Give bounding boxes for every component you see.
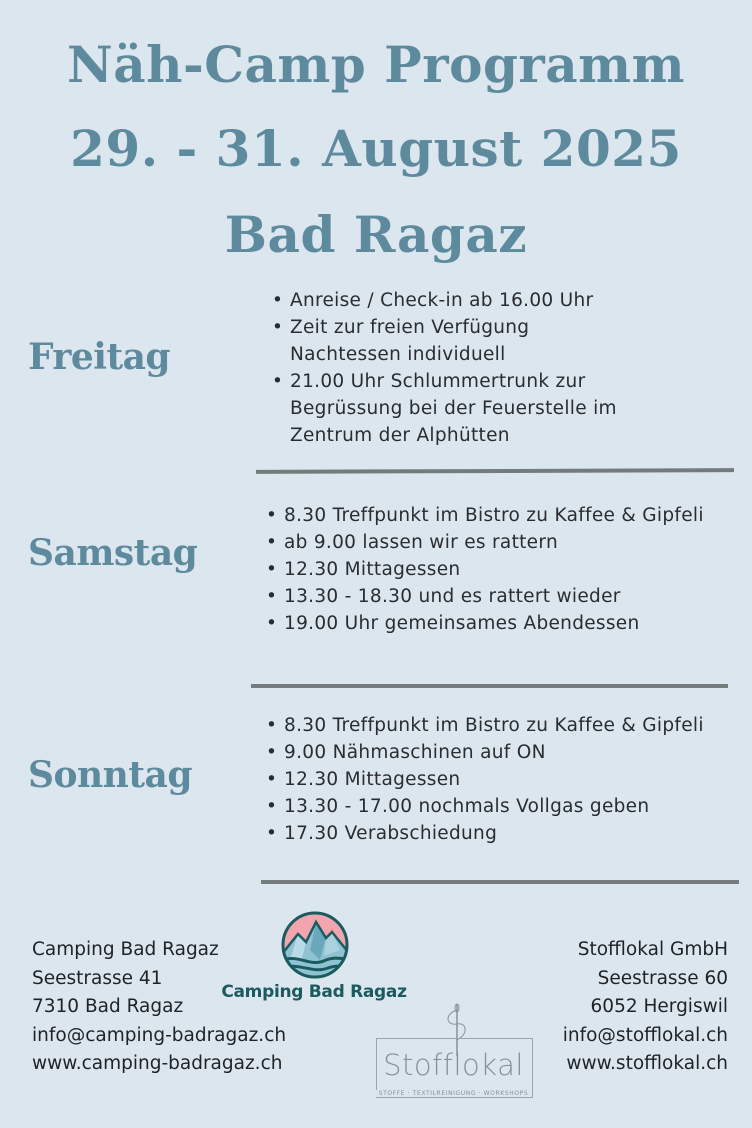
- sunday-program-list: [264, 712, 744, 847]
- stofflokal-email-link[interactable]: info@stofflokal.ch: [562, 1024, 728, 1046]
- day-heading-sunday: Sonntag: [28, 754, 192, 796]
- camping-name: Camping Bad Ragaz: [32, 939, 219, 960]
- title-line-3-location: Bad Ragaz: [224, 205, 528, 264]
- stofflokal-website-link[interactable]: www.stofflokal.ch: [566, 1053, 728, 1074]
- stofflokal-contact-block: [563, 936, 728, 1079]
- list-item: • 17.30 Verabschiedung: [264, 820, 744, 847]
- stofflokal-name: Stofflokal GmbH: [577, 939, 728, 960]
- divider: [256, 468, 734, 474]
- camping-website-link[interactable]: www.camping-badragaz.ch: [32, 1053, 283, 1074]
- divider: [261, 880, 739, 884]
- camping-bad-ragaz-logo: [214, 910, 414, 1010]
- stofflokal-wordmark: Stofflokal: [383, 1048, 524, 1082]
- list-item: • Zeit zur freien Verfügung Nachtessen individuell: [270, 314, 730, 368]
- list-item: • 19.00 Uhr gemeinsames Abendessen: [264, 610, 744, 637]
- divider: [251, 684, 728, 688]
- list-item: • 12.30 Mittagessen: [264, 556, 744, 583]
- list-item: • 13.30 - 18.30 und es rattert wieder: [264, 583, 744, 610]
- title-line-2-dates: 29. - 31. August 2025: [70, 119, 682, 178]
- mountain-logo-icon: [280, 910, 350, 980]
- stofflokal-tagline: STOFFE · TEXTILREINIGUNG · WORKSHOPS: [376, 1090, 531, 1097]
- camping-city: 7310 Bad Ragaz: [32, 996, 184, 1017]
- day-heading-saturday: Samstag: [28, 532, 198, 574]
- list-item: • Anreise / Check-in ab 16.00 Uhr: [270, 287, 730, 314]
- stofflokal-street: Seestrasse 60: [597, 967, 728, 989]
- camping-street: Seestrasse 41: [32, 967, 163, 989]
- list-item: • 9.00 Nähmaschinen auf ON: [264, 739, 744, 766]
- camping-logo-wordmark: Camping Bad Ragaz: [221, 982, 407, 1002]
- stofflokal-logo: [372, 1000, 536, 1104]
- saturday-program-list: [264, 502, 744, 637]
- list-item: • 8.30 Treffpunkt im Bistro zu Kaffee & Gipfeli: [264, 502, 744, 529]
- day-heading-friday: Freitag: [28, 336, 171, 378]
- list-item: • 13.30 - 17.00 nochmals Vollgas geben: [264, 793, 744, 820]
- list-item: • ab 9.00 lassen wir es rattern: [264, 529, 744, 556]
- friday-program-list: [270, 287, 730, 449]
- stofflokal-city: 6052 Hergiswil: [590, 996, 728, 1017]
- title-line-1: Näh-Camp Programm: [67, 35, 685, 94]
- list-item: • 12.30 Mittagessen: [264, 766, 744, 793]
- camping-email-link[interactable]: info@camping-badragaz.ch: [32, 1024, 287, 1046]
- list-item: • 8.30 Treffpunkt im Bistro zu Kaffee & Gipfeli: [264, 712, 744, 739]
- list-item: • 21.00 Uhr Schlummertrunk zur Begrüssung bei der Feuerstelle im Zentrum der Alphütten: [270, 368, 730, 449]
